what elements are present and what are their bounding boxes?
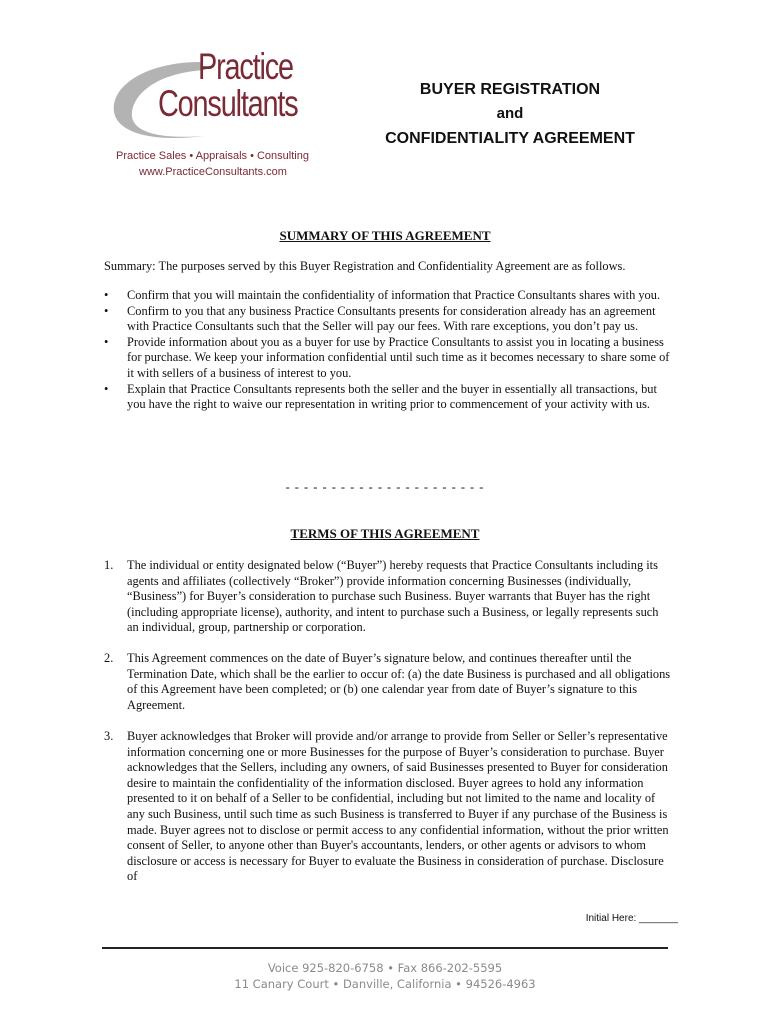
title-line-2: and — [496, 105, 524, 122]
term-number: 2. — [104, 651, 114, 665]
company-logo — [108, 40, 318, 182]
bullet-symbol: • — [104, 303, 109, 318]
bullet-item — [104, 288, 672, 304]
title-line-3: CONFIDENTIALITY AGREEMENT — [385, 130, 635, 147]
bullet-text: Confirm to you that any business Practice Consultants presents for consideration already has an agreement with Practice Consultants such that the Seller will pay our fees. With rare exceptions, you don’t pay us. — [127, 303, 656, 334]
footer-address-line: 11 Canary Court • Danville, California • 94526-4963 — [234, 977, 536, 991]
logo-word-practice: Practice — [198, 46, 293, 87]
bullet-item — [104, 304, 672, 335]
term-number: 3. — [104, 729, 114, 743]
bullet-text: Explain that Practice Consultants represents both the seller and the buyer in essentially all transactions, but you have the right to waive our representation in writing prior to commencement of your activity with us. — [127, 381, 657, 412]
terms-list-item-3 — [104, 729, 672, 885]
terms-heading: TERMS OF THIS AGREEMENT — [290, 526, 480, 541]
term-text: This Agreement commences on the date of Buyer’s signature below, and continues thereafter until the Termination Date, which shall be the earlier to occur of: (a) the date Business is purchased and all obligations of this Agreement have been completed; or (b) one calendar year from date of Buyer’s signature to this Agreement. — [127, 651, 671, 712]
logo-url: www.PracticeConsultants.com — [139, 166, 287, 178]
initial-here-field[interactable]: Initial Here: _______ — [585, 913, 678, 924]
summary-heading: SUMMARY OF THIS AGREEMENT — [279, 228, 491, 243]
summary-bullet-list — [104, 288, 672, 413]
bullet-text: Provide information about you as a buyer for use by Practice Consultants to assist you in locating a business for purchase. We keep your information confidential until such time as it becomes necessary to share some of it with sellers of a business of interest to you. — [127, 334, 670, 380]
bullet-symbol: • — [104, 334, 109, 349]
bullet-text: Confirm that you will maintain the confidentiality of information that Practice Consultants shares with you. — [127, 288, 661, 302]
bullet-item — [104, 335, 672, 382]
document-title — [340, 80, 680, 149]
logo-word-consultants: Consultants — [158, 83, 298, 124]
term-text: Buyer acknowledges that Broker will provide and/or arrange to provide from Seller or Seller’s representative information concerning one or more Businesses for the purpose of Buyer’s consideration to purchase. Buyer acknowledges that the Sellers, including any owners, of said Businesses presented to Buyer for consideration desire to maintain the confidentiality of the information disclosed. Buyer agrees to hold any information presented to it on behalf of a Seller to be confidential, including but not limited to the name and locality of any such Business, until such time as such Business is transferred to Buyer if any purchase of the Business is made. Buyer agrees not to disclose or permit access to any confidential information, without the prior written consent of Seller, to anyone other than Buyer's accountants, lenders, or other agents or advisors to whom disclosure or access is necessary for Buyer to evaluate the Business in consideration of purchase. Disclosure of — [127, 729, 669, 884]
footer-contact-line: Voice 925-820-6758 • Fax 866-202-5595 — [267, 961, 503, 975]
term-text: The individual or entity designated below (“Buyer”) hereby requests that Practice Consultants including its agents and affiliates (collectively “Broker”) provide information concerning Businesses (individually, “Business”) for Buyer’s consideration to purchase such Business. Buyer warrants that Buyer has the right (including appropriate license), authority, and intent to purchase such a Business, or legally represents such an individual, group, partnership or corporation. — [127, 558, 659, 635]
term-number: 1. — [104, 558, 114, 572]
terms-list-item-2 — [104, 651, 672, 713]
terms-list-item-1 — [104, 558, 672, 636]
footer-divider — [102, 947, 668, 949]
term-item — [104, 729, 672, 885]
section-separator: - - - - - - - - - - - - - - - - - - - - - - — [285, 480, 485, 494]
term-item — [104, 558, 672, 636]
bullet-symbol: • — [104, 381, 109, 396]
summary-intro: Summary: The purposes served by this Buyer Registration and Confidentiality Agreement are as follows. — [104, 259, 626, 273]
bullet-symbol: • — [104, 288, 109, 302]
logo-tagline: Practice Sales • Appraisals • Consulting — [116, 150, 309, 162]
bullet-item — [104, 382, 672, 413]
title-line-1: BUYER REGISTRATION — [419, 81, 601, 98]
term-item — [104, 651, 672, 713]
